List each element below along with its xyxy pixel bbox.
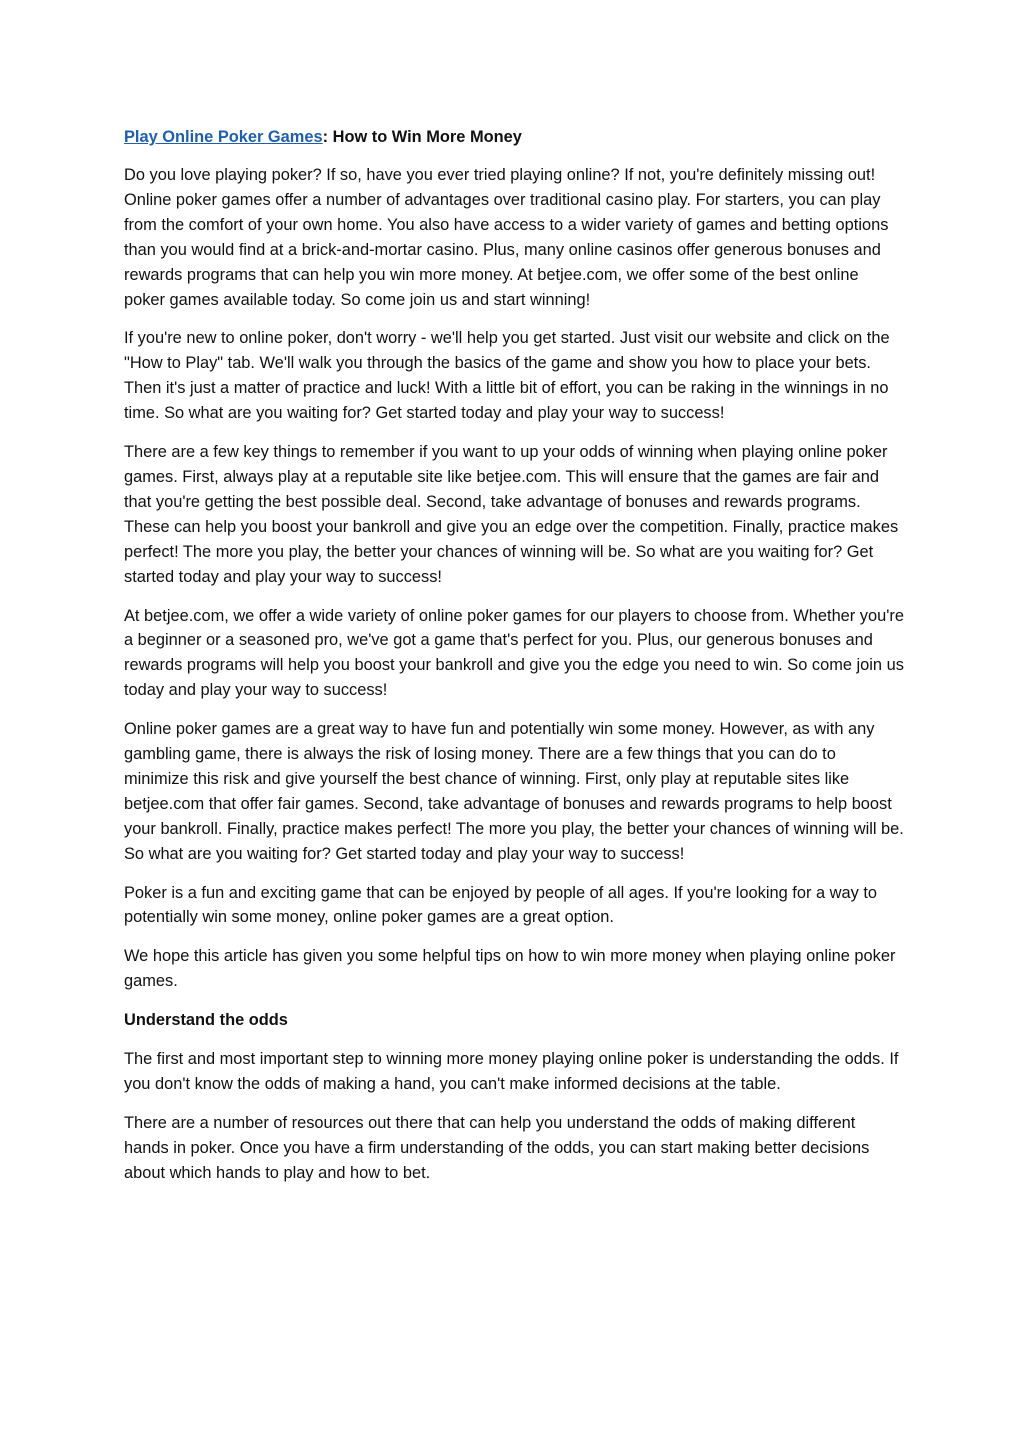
paragraph-6: Poker is a fun and exciting game that can be enjoyed by people of all ages. If you're looking for a way to potentially win some money, online poker games are a great option. <box>124 883 878 927</box>
article-title <box>124 125 904 149</box>
title-text: : How to Win More Money <box>322 128 522 146</box>
section-heading: Understand the odds <box>124 1011 288 1030</box>
title-link[interactable]: Play Online Poker Games <box>124 128 323 146</box>
paragraph-5: Online poker games are a great way to have fun and potentially win some money. However, as with any gambling game, there is always the risk of losing money. There are a few things that you can do to minimize this risk and give yourself the best chance of winning. First, only play at reputable sites like betjee.com that offer fair games. Second, take advantage of bonuses and rewards programs to help boost your bankroll. Finally, practice makes perfect! The more you play, the better your chances of winning will be. So what are you waiting for? Get started today and play your way to success! <box>124 720 904 863</box>
paragraph-3: There are a few key things to remember if you want to up your odds of winning when playing online poker games. First, always play at a reputable site like betjee.com. This will ensure that the games are fair and that you're getting the best possible deal. Second, take advantage of bonuses and rewards programs. These can help you boost your bankroll and give you an edge over the competition. Finally, practice makes perfect! The more you play, the better your chances of winning will be. So what are you waiting for? Get started today and play your way to success! <box>124 443 899 586</box>
paragraph-1: Do you love playing poker? If so, have you ever tried playing online? If not, you're definitely missing out! Online poker games offer a number of advantages over traditional casino play. For starters, you can play from the comfort of your own home. You also have access to a wider variety of games and betting options than you would find at a brick-and-mortar casino. Plus, many online casinos offer generous bonuses and rewards programs that can help you win more money. At betjee.com, we offer some of the best online poker games available today. So come join us and start winning! <box>124 166 889 309</box>
paragraph-7: We hope this article has given you some helpful tips on how to win more money when playing online poker games. <box>124 947 896 991</box>
odds-paragraph-2: There are a number of resources out there that can help you understand the odds of making different hands in poker. Once you have a firm understanding of the odds, you can start making better decisions about which hands to play and how to bet. <box>124 1113 870 1182</box>
odds-paragraph-1: The first and most important step to winning more money playing online poker is understanding the odds. If you don't know the odds of making a hand, you can't make informed decisions at the table. <box>124 1050 899 1093</box>
document-page <box>124 125 904 1200</box>
paragraph-2: If you're new to online poker, don't worry - we'll help you get started. Just visit our website and click on the "How to Play" tab. We'll walk you through the basics of the game and show you how to place your bets. Then it's just a matter of practice and luck! With a little bit of effort, you can be raking in the winnings in no time. So what are you waiting for? Get started today and play your way to success! <box>124 329 890 423</box>
paragraph-4: At betjee.com, we offer a wide variety of online poker games for our players to choose from. Whether you're a beginner or a seasoned pro, we've got a game that's perfect for you. Plus, our generous bonuses and rewards programs will help you boost your bankroll and give you the edge you need to win. So come join us today and play your way to success! <box>124 606 904 700</box>
